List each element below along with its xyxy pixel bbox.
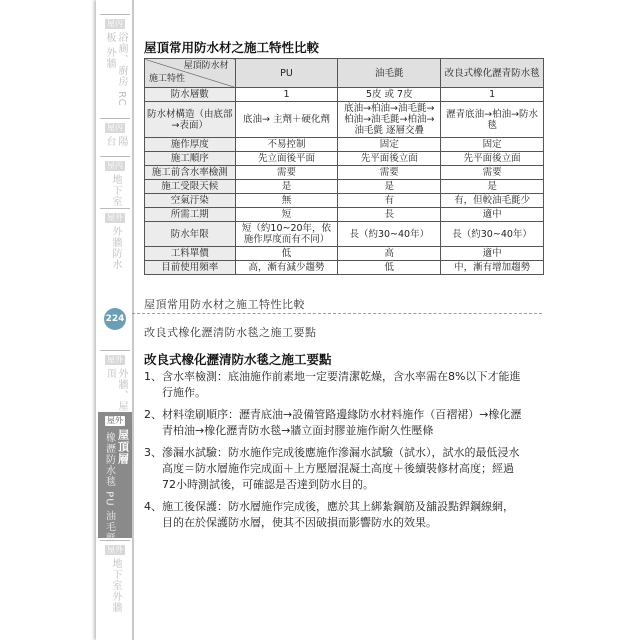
sidebar-tab-label: 外牆防水	[110, 226, 121, 270]
figure-caption: 屋頂常用防水材之施工特性比較	[144, 298, 305, 311]
sidebar-tab-header: 屋外	[107, 416, 123, 425]
diagonal-top-label: 屋頂防水材	[183, 61, 229, 71]
table-cell: 長	[338, 208, 441, 222]
table-cell: 5皮 或 7皮	[338, 88, 441, 102]
sidebar-tab-label: 地下室外牆	[110, 558, 121, 613]
table-row	[145, 138, 544, 152]
page-number: 224	[104, 308, 126, 330]
section-heading: 改良式橡化瀝清防水毯之施工要點	[144, 352, 332, 367]
sub-caption: 改良式橡化瀝清防水毯之施工要點	[144, 326, 317, 339]
table-cell: 無	[235, 194, 338, 208]
table-cell: 固定	[441, 138, 544, 152]
sidebar-tab-5[interactable]	[100, 350, 130, 413]
table-cell: 適中	[441, 208, 544, 222]
sidebar-tab-active[interactable]	[98, 412, 132, 544]
sidebar-tab-3[interactable]	[100, 156, 130, 207]
table-cell: 瀝青底油→柏油→防水毯	[441, 102, 544, 138]
table-cell: 不易控制	[235, 138, 338, 152]
section-title: 屋頂常用防水材之施工特性比較	[144, 40, 320, 55]
separator-line	[132, 313, 542, 314]
table-row	[145, 247, 544, 261]
steps-list	[144, 369, 524, 537]
sidebar-tab-header: 屋外	[107, 545, 123, 554]
comparison-table	[144, 58, 544, 275]
table-cell: 低	[235, 247, 338, 261]
step-text: 含水率檢測：底油施作前素地一定要清潔乾燥，含水率需在8%以下才能進行施作。	[162, 370, 521, 399]
step-text: 施工後保護：防水層施作完成後，應於其上綁紮鋼筋及舖設點銲鋼線網，目的在於保護防水層，使其不因破損而影響防水的效果。	[162, 500, 514, 529]
table-cell: 底油→ 主劑＋硬化劑	[235, 102, 338, 138]
step-number: 1、	[144, 370, 162, 383]
step-text: 滲漏水試驗：防水施作完成後應施作滲漏水試驗（試水），試水的最低浸水高度＝防水層施作完成面＋上方壓層混凝土高度＋後續裝修材高度；經過72小時測試後，可確認是否達到防水目的。	[162, 446, 520, 491]
sidebar-tab-4[interactable]	[100, 208, 130, 291]
row-header: 防水年限	[145, 222, 236, 247]
table-cell: 先平面後立面	[441, 152, 544, 166]
sidebar-tab-header: 屋外	[107, 213, 123, 222]
table-row	[145, 102, 544, 138]
row-header: 目前使用頻率	[145, 261, 236, 275]
step-number: 2、	[144, 408, 162, 421]
table-row	[145, 194, 544, 208]
table-body	[145, 88, 544, 275]
table-cell: 是	[235, 180, 338, 194]
column-header: 油毛氈	[338, 59, 441, 88]
row-header: 防水層數	[145, 88, 236, 102]
table-cell: 有	[338, 194, 441, 208]
list-item	[144, 445, 524, 493]
table-cell: 需要	[235, 166, 338, 180]
table-row	[145, 88, 544, 102]
sidebar-tab-1[interactable]	[100, 14, 130, 117]
sidebar-tab-7[interactable]	[100, 540, 130, 621]
sidebar-tab-header: 屋內	[107, 123, 123, 132]
table-row	[145, 261, 544, 275]
sidebar-tab-label: 外牆、屋頂	[104, 368, 127, 412]
table-cell: 高，漸有減少趨勢	[235, 261, 338, 275]
row-header: 施作厚度	[145, 138, 236, 152]
table-cell: 需要	[441, 166, 544, 180]
table-cell: 有，但較油毛氈少	[441, 194, 544, 208]
table-cell: 固定	[338, 138, 441, 152]
sidebar-tab-header: 屋內	[107, 161, 123, 170]
table-cell: 先平面後立面	[338, 152, 441, 166]
table-cell: 先立面後平面	[235, 152, 338, 166]
table-cell: 1	[235, 88, 338, 102]
table-cell: 短（約10~20年，依施作厚度而有不同）	[235, 222, 338, 247]
table-row	[145, 166, 544, 180]
table-cell: 高	[338, 247, 441, 261]
sidebar-tab-header: 屋內	[107, 19, 123, 28]
table-row	[145, 180, 544, 194]
row-header: 防水材構造（由底部→表面）	[145, 102, 236, 138]
sidebar-tab-sublabel: 橡瀝防水毯 PU 油毛氈	[103, 432, 115, 544]
sidebar-tab-label: 陽台	[104, 136, 127, 147]
step-text: 材料塗刷順序：瀝青底油→設備管路邊緣防水材料施作（百褶裙）→橡化瀝青柏油→橡化瀝青防水毯→牆立面封膠並施作耐久性壓條	[162, 408, 522, 437]
row-header: 施工受限天候	[145, 180, 236, 194]
table-cell: 長（約30~40年）	[441, 222, 544, 247]
step-number: 4、	[144, 500, 162, 513]
table-row	[145, 208, 544, 222]
table-cell: 是	[338, 180, 441, 194]
table-cell: 適中	[441, 247, 544, 261]
table-cell: 底油→柏油→油毛氈→柏油→油毛氈→柏油→油毛氈 逐層交疊	[338, 102, 441, 138]
list-item	[144, 499, 524, 531]
sidebar-tab-label: 浴廁、廚房 RC板 外牆	[104, 32, 127, 107]
table-cell: 中，漸有增加趨勢	[441, 261, 544, 275]
list-item	[144, 407, 524, 439]
table-cell: 長（約30~40年）	[338, 222, 441, 247]
row-header: 空氣汙染	[145, 194, 236, 208]
table-row	[145, 222, 544, 247]
sidebar-tab-label: 屋頂層	[116, 429, 130, 465]
table-cell: 短	[235, 208, 338, 222]
diagonal-bottom-label: 施工特性	[149, 74, 186, 84]
row-header: 施工前含水率檢測	[145, 166, 236, 180]
table-cell: 是	[441, 180, 544, 194]
table-row	[145, 152, 544, 166]
diagonal-header-cell	[145, 59, 236, 88]
list-item	[144, 369, 524, 401]
table-cell: 需要	[338, 166, 441, 180]
sidebar-tab-header: 屋外	[107, 355, 123, 364]
column-header: 改良式橡化瀝青防水毯	[441, 59, 544, 88]
row-header: 施工順序	[145, 152, 236, 166]
row-header: 工料單價	[145, 247, 236, 261]
row-header: 所需工期	[145, 208, 236, 222]
step-number: 3、	[144, 446, 162, 459]
table-cell: 1	[441, 88, 544, 102]
sidebar-tab-2[interactable]	[100, 118, 130, 155]
column-header: PU	[235, 59, 338, 88]
table-cell: 低	[338, 261, 441, 275]
sidebar-tab-label: 地下室	[110, 174, 121, 207]
